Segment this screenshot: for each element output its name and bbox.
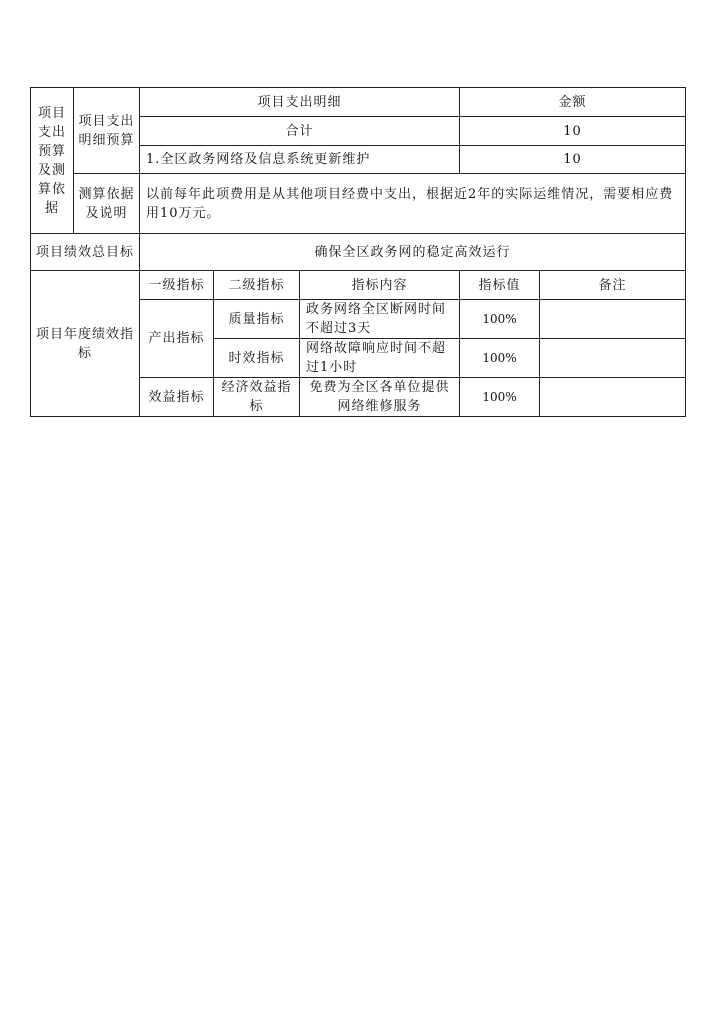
value-header: 指标值 (460, 271, 540, 300)
economic-indicator-label: 经济效益指标 (214, 378, 300, 417)
remark-header: 备注 (540, 271, 686, 300)
content-header: 指标内容 (300, 271, 460, 300)
budget-outer-label: 项目支出预算及测算依据 (31, 88, 74, 234)
indicator-header-row (31, 271, 686, 300)
level2-header: 二级指标 (214, 271, 300, 300)
annual-indicators-label: 项目年度绩效指标 (31, 271, 140, 417)
detail-header-row (31, 88, 686, 117)
level1-header: 一级指标 (140, 271, 214, 300)
total-amount: 10 (460, 117, 686, 146)
benefit-indicator-label: 效益指标 (140, 378, 214, 417)
budget-table (30, 87, 686, 417)
basis-row (31, 174, 686, 234)
basis-label: 测算依据及说明 (74, 174, 140, 234)
amount-column-header: 金额 (460, 88, 686, 117)
quality-content: 政务网络全区断网时间不超过3天 (300, 300, 460, 339)
timeliness-indicator-label: 时效指标 (214, 339, 300, 378)
budget-sheet (30, 87, 686, 417)
quality-value: 100% (460, 300, 540, 339)
quality-indicator-label: 质量指标 (214, 300, 300, 339)
timeliness-content: 网络故障响应时间不超过1小时 (300, 339, 460, 378)
overall-goal-row (31, 234, 686, 271)
basis-text: 以前每年此项费用是从其他项目经费中支出，根据近2年的实际运维情况，需要相应费用10万元。 (140, 174, 686, 234)
timeliness-remark (540, 339, 686, 378)
detail-column-header: 项目支出明细 (140, 88, 460, 117)
item-name: 1.全区政务网络及信息系统更新维护 (140, 146, 460, 174)
economic-content: 免费为全区各单位提供网络维修服务 (300, 378, 460, 417)
overall-goal-label: 项目绩效总目标 (31, 234, 140, 271)
overall-goal-text: 确保全区政务网的稳定高效运行 (140, 234, 686, 271)
total-label: 合计 (140, 117, 460, 146)
economic-remark (540, 378, 686, 417)
output-indicator-label: 产出指标 (140, 300, 214, 378)
detail-budget-label: 项目支出明细预算 (74, 88, 140, 174)
timeliness-value: 100% (460, 339, 540, 378)
item-amount: 10 (460, 146, 686, 174)
quality-remark (540, 300, 686, 339)
economic-value: 100% (460, 378, 540, 417)
